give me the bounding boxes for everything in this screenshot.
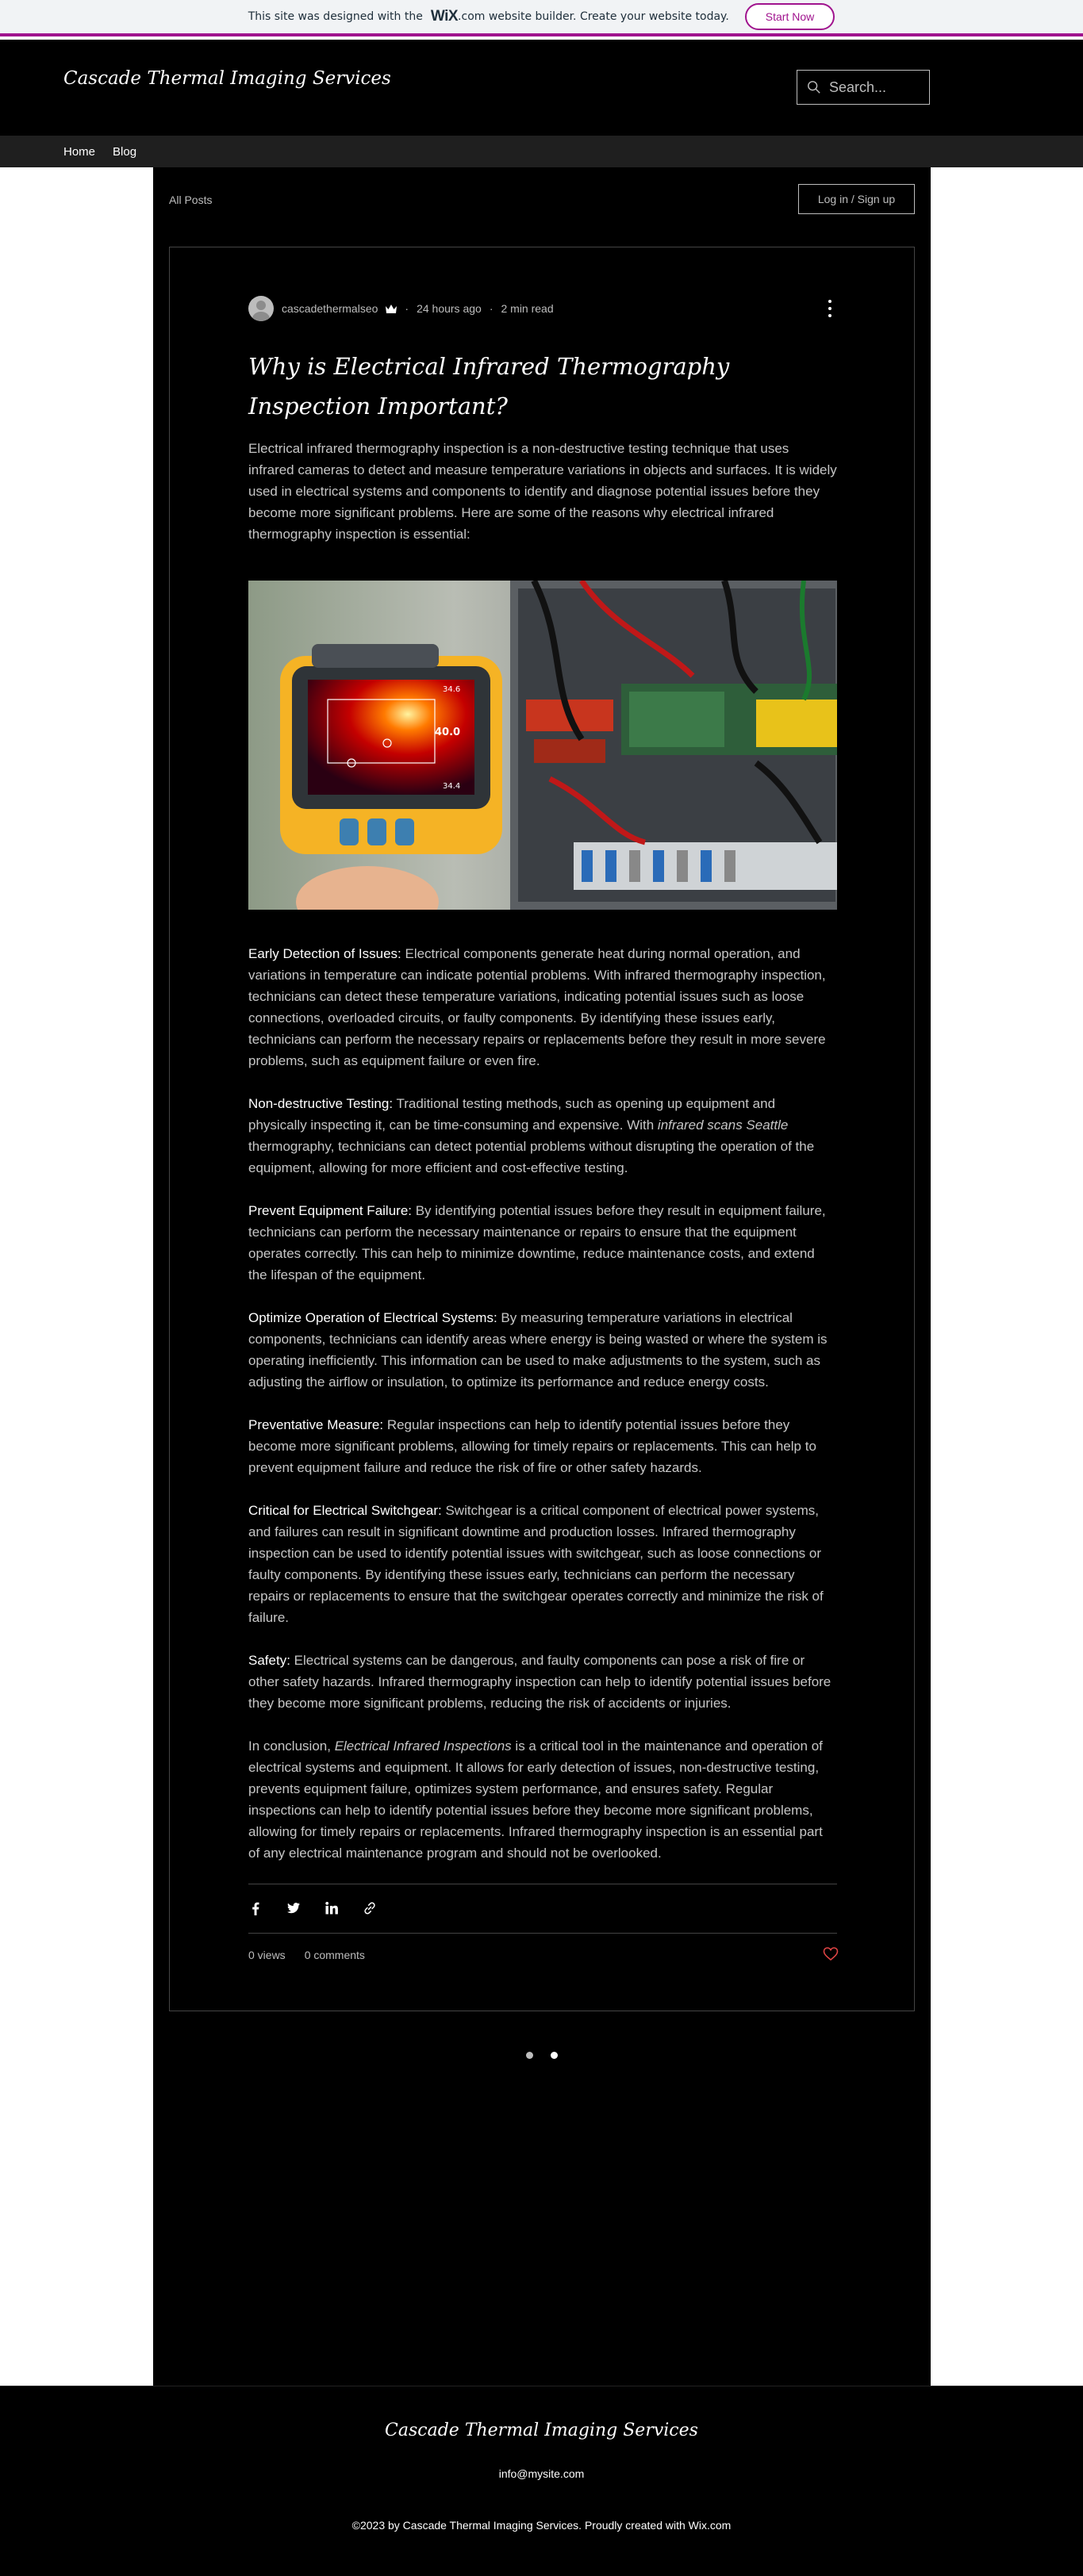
section-text: thermography, technicians can detect potential problems without disrupting the operation of the equipment, allowing for more efficient and cost-effective testing. [248, 1139, 815, 1175]
thermal-camera-illustration [248, 581, 837, 910]
banner-text-after: .com website builder. Create your website today. [458, 10, 729, 23]
divider [248, 1933, 837, 1934]
thermal-readout-1: 34.6 [443, 685, 461, 694]
banner-text-before: This site was designed with the [248, 10, 423, 23]
read-time: 2 min read [501, 302, 554, 315]
section-text: Electrical systems can be dangerous, and faulty components can pose a risk of fire or other safety hazards. Infrared thermography inspection can help to identify potential issues before they become more significant problems, reducing the risk of accidents or injuries. [248, 1653, 831, 1711]
section-early-detection [248, 943, 837, 1071]
electrical-inspections-link[interactable]: Electrical Infrared Inspections [334, 1738, 512, 1754]
site-footer [0, 2386, 1083, 2576]
wix-banner [0, 0, 1083, 36]
wix-logo: WiX [430, 8, 459, 25]
author-name[interactable]: cascadethermalseo [282, 302, 378, 315]
section-lead: Preventative Measure: [248, 1417, 384, 1432]
section-switchgear [248, 1500, 837, 1628]
section-lead: Optimize Operation of Electrical Systems: [248, 1310, 497, 1325]
section-prevent-failure [248, 1200, 837, 1286]
intro-paragraph: Electrical infrared thermography inspection is a non-destructive testing technique that uses infrared cameras to detect and measure temperature variations in objects and surfaces. It is widely used in electrical systems and components to identify and diagnose potential issues before they become more significant problems. Here are some of the reasons why electrical infrared thermography inspection is essential: [248, 441, 837, 542]
views-count: 0 views [248, 1949, 286, 1961]
link-icon[interactable] [363, 1901, 377, 1915]
post-sections [248, 943, 837, 1885]
all-posts-link[interactable]: All Posts [169, 194, 213, 206]
facebook-icon[interactable] [248, 1901, 263, 1915]
nav-item-home[interactable]: Home [63, 144, 96, 159]
main-column [153, 167, 931, 2386]
login-signup-button[interactable]: Log in / Sign up [798, 184, 915, 214]
share-row [248, 1901, 377, 1915]
section-text: By identifying potential issues before they result in equipment failure, technicians can perform the necessary maintenance or repairs to ensure that the equipment operates correctly. This can help to minimize downtime, reduce maintenance costs, and extend the lifespan of the equipment. [248, 1203, 826, 1282]
twitter-icon[interactable] [286, 1901, 301, 1915]
section-text: Regular inspections can help to identify potential issues before they become more significant problems, allowing for timely repairs or replacements. This can help to prevent equipment failure and reduce the risk of fire or other safety hazards. [248, 1417, 816, 1475]
author-row [248, 296, 554, 321]
main-nav [0, 136, 1083, 167]
thermal-readout-3: 34.4 [443, 782, 461, 791]
dot-separator: · [405, 302, 409, 315]
start-now-button[interactable]: Start Now [745, 3, 835, 30]
section-optimize-operation [248, 1307, 837, 1393]
post-card [169, 247, 915, 2011]
footer-copyright: ©2023 by Cascade Thermal Imaging Services. Proudly created with Wix.com [351, 2519, 732, 2532]
site-header [0, 40, 1083, 136]
section-lead: Non-destructive Testing: [248, 1096, 394, 1111]
search-placeholder: Search... [829, 79, 887, 95]
section-text: Switchgear is a critical component of electrical power systems, and failures can result in significant downtime and production losses. Infrared thermography inspection can be used to identify potential issues with switchgear, such as loose connections or faulty components. By identifying these issues early, technicians can perform the necessary repairs or replacements to ensure that the switchgear operates correctly and minimize the risk of failure. [248, 1503, 824, 1625]
section-text: In conclusion, [248, 1738, 335, 1754]
pagination-dot[interactable] [526, 2052, 533, 2059]
section-lead: Prevent Equipment Failure: [248, 1203, 412, 1218]
hero-image[interactable] [248, 581, 837, 910]
section-lead: Early Detection of Issues: [248, 946, 401, 961]
section-conclusion [248, 1735, 837, 1864]
dot-separator: · [489, 302, 493, 315]
section-text: Electrical components generate heat during normal operation, and variations in temperature can indicate potential problems. With infrared thermography inspection, technicians can detect these temperature variations, indicating potential issues such as loose connections, overloaded circuits, or faulty components. By identifying these issues early, technicians can perform the necessary repairs or replacements before they result in more severe problems, such as equipment failure or even fire. [248, 946, 826, 1068]
section-safety [248, 1650, 837, 1714]
search-input[interactable] [797, 70, 930, 105]
section-text: is a critical tool in the maintenance and operation of electrical systems and equipment. It allows for early detection of issues, non-destructive testing, prevents equipment failure, optimizes system performance, and ensures safety. Regular inspections can help to identify potential issues before they become more significant problems, allowing for timely repairs or replacements. Infrared thermography inspection is an essential part of any electrical maintenance program and should not be overlooked. [248, 1738, 823, 1861]
section-non-destructive [248, 1093, 837, 1179]
linkedin-icon[interactable] [325, 1901, 339, 1915]
post-title: Why is Electrical Infrared Thermography Inspection Important? [248, 353, 730, 420]
comments-count[interactable]: 0 comments [304, 1949, 365, 1961]
heart-icon[interactable] [823, 1946, 839, 1962]
post-stats [248, 1949, 365, 1961]
section-lead: Safety: [248, 1653, 290, 1668]
section-preventative-measure [248, 1414, 837, 1478]
infrared-scans-link[interactable]: infrared scans Seattle [657, 1117, 789, 1133]
pagination-dot-active[interactable] [551, 2052, 558, 2059]
avatar[interactable] [248, 296, 274, 321]
more-icon[interactable] [828, 300, 833, 317]
crown-icon [386, 305, 397, 313]
post-time: 24 hours ago [417, 302, 482, 315]
nav-item-blog[interactable]: Blog [113, 144, 137, 159]
section-lead: Critical for Electrical Switchgear: [248, 1503, 442, 1518]
thermal-readout-2: 40.0 [435, 726, 461, 738]
post-intro [248, 438, 837, 545]
site-title[interactable]: Cascade Thermal Imaging Services [63, 68, 391, 89]
pagination-dots [526, 2052, 558, 2059]
footer-email-link[interactable]: info@mysite.com [498, 2467, 585, 2480]
section-text: By measuring temperature variations in electrical components, technicians can identify areas where energy is being wasted or where the system is operating inefficiently. This information can be used to make adjustments to the system, such as adjusting the airflow or insulation, to optimize its performance and reduce energy costs. [248, 1310, 828, 1390]
section-text: Traditional testing methods, such as opening up equipment and physically inspecting it, can be time-consuming and expensive. With [248, 1096, 776, 1133]
search-icon [807, 80, 821, 94]
footer-title: Cascade Thermal Imaging Services [385, 2421, 698, 2440]
